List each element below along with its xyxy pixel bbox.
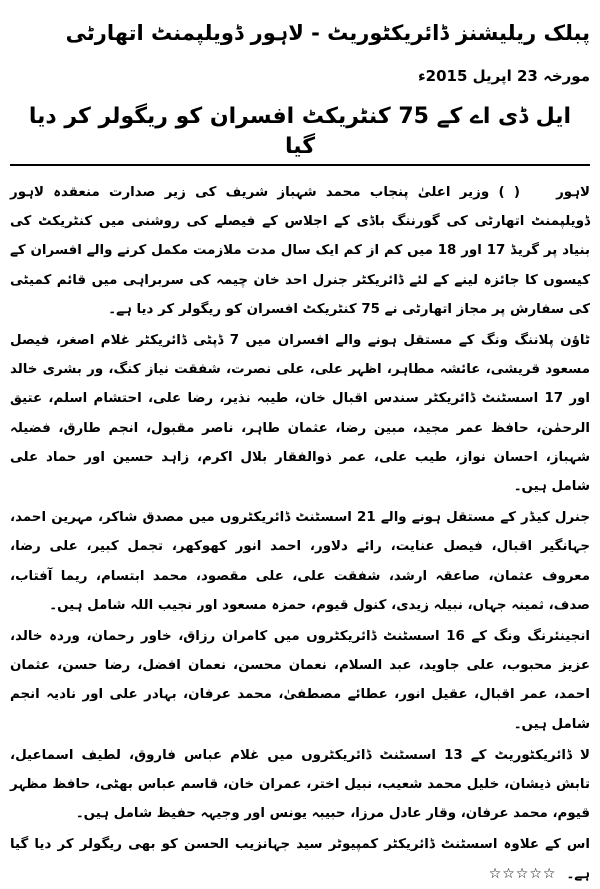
paragraph-computer-text: اس کے علاوہ اسسٹنٹ ڈائریکٹر کمپیوٹر سید جہانزیب الحسن کو بھی ریگولر کر دیا گیا ہے۔ bbox=[10, 837, 590, 882]
paragraph-computer bbox=[10, 830, 590, 888]
dateline-city: لاہور bbox=[556, 185, 590, 200]
release-date: مورخہ 23 اپریل 2015ء bbox=[417, 67, 590, 85]
end-stars: ☆☆☆☆☆ bbox=[488, 865, 557, 882]
paragraph-intro bbox=[10, 178, 590, 324]
headline-container bbox=[10, 102, 590, 166]
paragraph-general-cadre: جنرل کیڈر کے مستقل ہونے والے 21 اسسٹنٹ ڈائریکٹروں میں مصدق شاکر، مہرین احمد، جہانگیر اقبال، فیصل عنایت، رائے دلاور، احمد انور کھوکھر، تجمل کبیر، علی رضا، معروف عثمان، صاعقہ ارشد، شفقت علی، علی مقصود، محمد ابتسام، ریما آفتاب، صدف، ثمینہ جہاں، نبیلہ زیدی، کنول قیوم، حمزہ مسعود اور نجیب اللہ شامل ہیں۔ bbox=[10, 510, 590, 613]
paragraph-law-directorate: لا ڈائریکٹوریٹ کے 13 اسسٹنٹ ڈائریکٹروں میں غلام عباس فاروق، لطیف اسماعیل، تابش ذیشان، خلیل محمد شعیب، نبیل اختر، عمران خان، قاسم عباس بھٹی، حافظ مظہر قیوم، محمد عرفان، وقار عادل مرزا، حبیبہ یونس اور وجیہہ حفیظ شامل ہیں۔ bbox=[10, 747, 590, 822]
paragraph-engineering: انجینئرنگ ونگ کے 16 اسسٹنٹ ڈائریکٹروں میں کامران رزاق، خاور رحمان، وردہ خالد، عزیز محبوب، علی جاوید، عبد السلام، نعمان محسن، نعمان افضل، رضا حسن، عثمان احمد، عمر اقبال، عقیل انور، عطائے مصطفیٰ، محمد عرفان، بہادر علی اور نادیہ انجم شامل ہیں۔ bbox=[10, 629, 590, 732]
department-header: پبلک ریلیشنز ڈائریکٹوریٹ - لاہور ڈویلپمنٹ اتھارٹی bbox=[65, 21, 590, 45]
paragraph-town-planning: ٹاؤن پلاننگ ونگ کے مستقل ہونے والے افسران میں 7 ڈپٹی ڈائریکٹر غلام اصغر، فیصل مسعود قریشی، عائشہ مطاہر، اظہر علی، علی نصرت، شفقت نیاز کنگ، ور بشری خالد اور 17 اسسٹنٹ ڈائریکٹر سندس اقبال خان، طیبہ نذیر، رضا علی، احتشام اسلم، عتیق الرحمٰن، حافظ عمر مجید، مبین رضا، عثمان طاہر، ناصر مقبول، انجم طارق، فضیلہ شہباز، احسان نواز، طیب علی، عمر ذوالفقار بلال اکرم، زاہد حسین اور حماد علی شامل ہیں۔ bbox=[10, 333, 590, 495]
paragraph-intro-text: ( ) وزیر اعلیٰ پنجاب محمد شہباز شریف کی زیر صدارت منعقدہ لاہور ڈویلپمنٹ اتھارٹی کی گورننگ باڈی کے اجلاس کے فیصلے کی روشنی میں کنٹریکٹ کی بنیاد پر گریڈ 17 اور 18 میں کم از کم ایک سال مدت ملازمت مکمل کرنے والے افسران کے کیسوں کا جائزہ لینے کے لئے ڈائریکٹر جنرل احد خان چیمہ کی سربراہی میں قائم کمیٹی کی سفارش پر مجاز اتھارٹی نے 75 کنٹریکٹ افسران کو ریگولر کر دیا ہے۔ bbox=[10, 185, 590, 317]
headline: ایل ڈی اے کے 75 کنٹریکٹ افسران کو ریگولر کر دیا گیا bbox=[10, 102, 590, 166]
